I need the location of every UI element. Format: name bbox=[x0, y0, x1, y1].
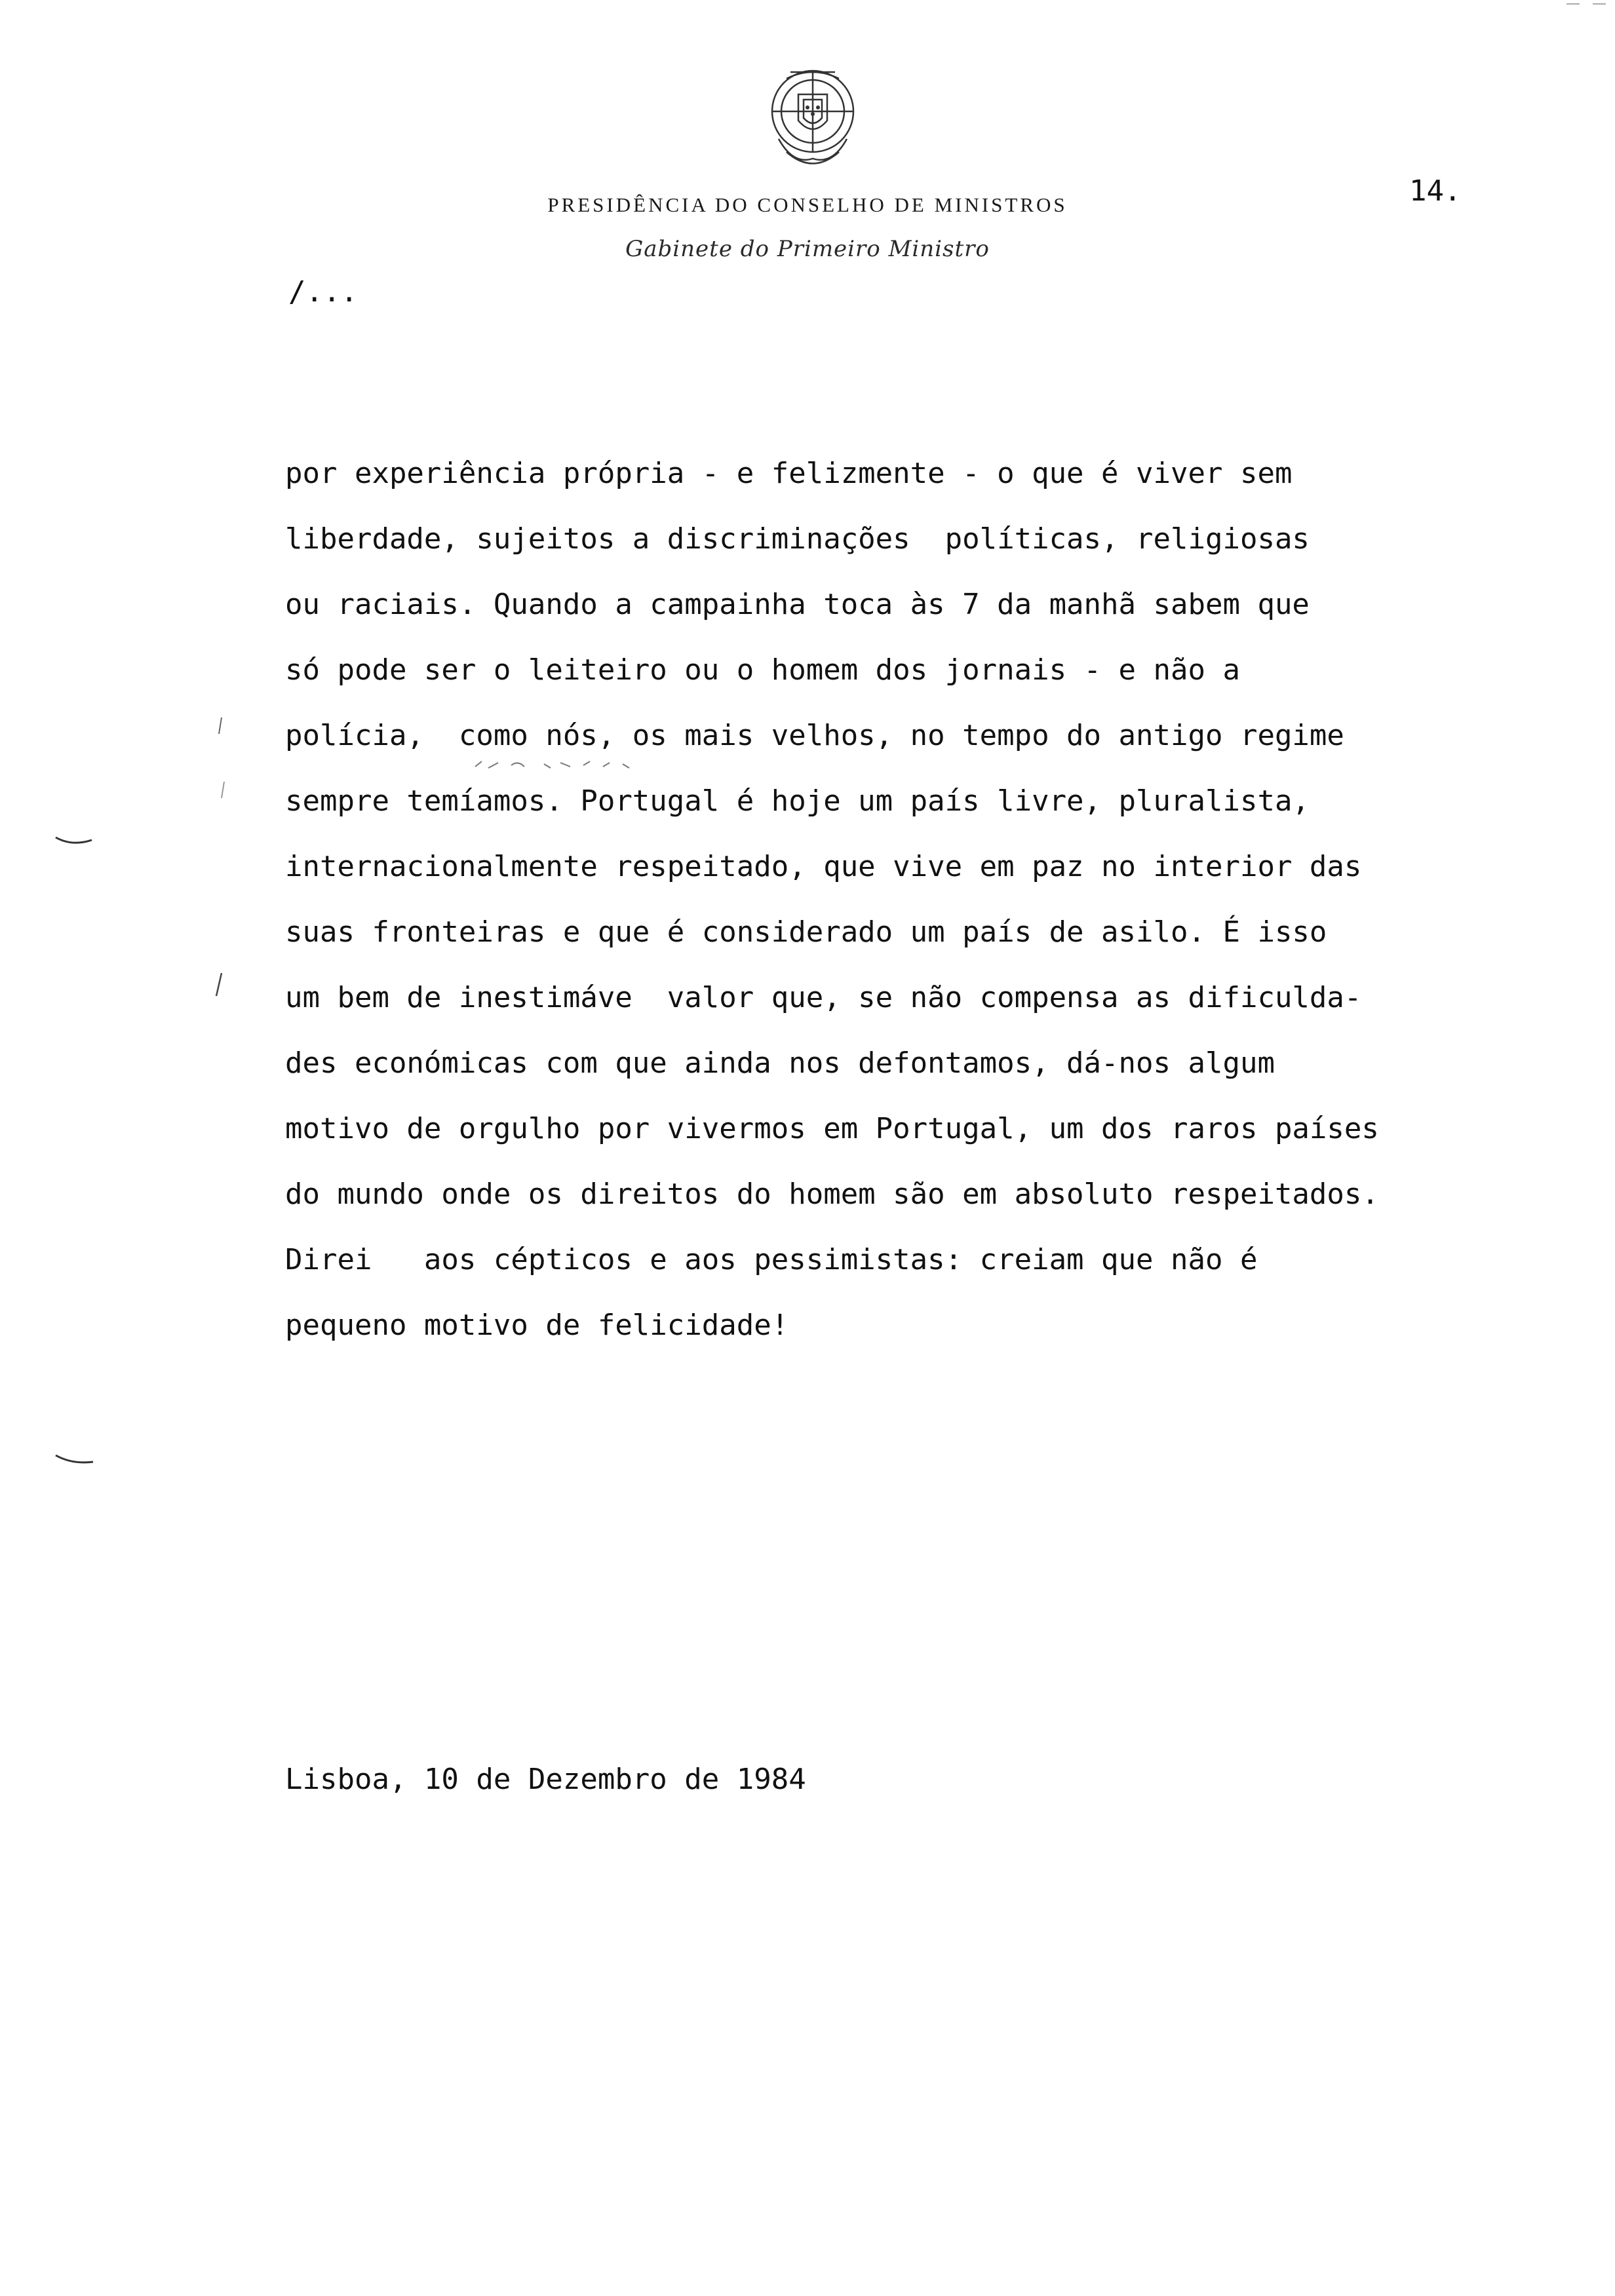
header-office-subtitle: Gabinete do Primeiro Ministro bbox=[625, 236, 990, 262]
margin-bracket-mark bbox=[52, 832, 98, 852]
margin-tick-mark bbox=[214, 714, 227, 740]
body-line: sempre temíamos. Portugal é hoje um país livre, pluralista, bbox=[285, 784, 1310, 818]
handwritten-scribble-mark bbox=[472, 754, 655, 773]
body-paragraph bbox=[285, 451, 1530, 1368]
body-line: suas fronteiras e que é considerado um país de asilo. É isso bbox=[285, 915, 1327, 949]
margin-bracket-mark bbox=[52, 1451, 98, 1471]
date-signoff: Lisboa, 10 de Dezembro de 1984 bbox=[285, 1763, 806, 1796]
coat-of-arms-seal-icon bbox=[760, 60, 865, 182]
body-line: um bem de inestimáve valor que, se não compensa as dificulda- bbox=[285, 981, 1362, 1014]
margin-tick-mark bbox=[216, 778, 229, 805]
body-line: pequeno motivo de felicidade! bbox=[285, 1309, 789, 1342]
body-line: polícia, como nós, os mais velhos, no tempo do antigo regime bbox=[285, 719, 1344, 752]
header-organization: PRESIDÊNCIA DO CONSELHO DE MINISTROS bbox=[547, 193, 1068, 216]
continuation-marker: /... bbox=[288, 275, 358, 309]
body-line: motivo de orgulho por vivermos em Portugal, um dos raros países bbox=[285, 1112, 1379, 1145]
body-line: internacionalmente respeitado, que vive em paz no interior das bbox=[285, 850, 1362, 883]
page-number: 14. bbox=[1409, 174, 1462, 208]
body-line: por experiência própria - e felizmente - o que é viver sem bbox=[285, 457, 1293, 490]
body-line: só pode ser o leiteiro ou o homem dos jornais - e não a bbox=[285, 653, 1240, 687]
body-line: ou raciais. Quando a campainha toca às 7 da manhã sabem que bbox=[285, 588, 1310, 621]
corner-scan-mark bbox=[1560, 0, 1615, 13]
body-line: des económicas com que ainda nos defontamos, dá-nos algum bbox=[285, 1046, 1275, 1080]
body-line: liberdade, sujeitos a discriminações políticas, religiosas bbox=[285, 522, 1310, 556]
body-line: do mundo onde os direitos do homem são em absoluto respeitados. bbox=[285, 1177, 1379, 1211]
body-line: Direi aos cépticos e aos pessimistas: creiam que não é bbox=[285, 1243, 1258, 1276]
margin-tick-mark bbox=[212, 970, 225, 1003]
